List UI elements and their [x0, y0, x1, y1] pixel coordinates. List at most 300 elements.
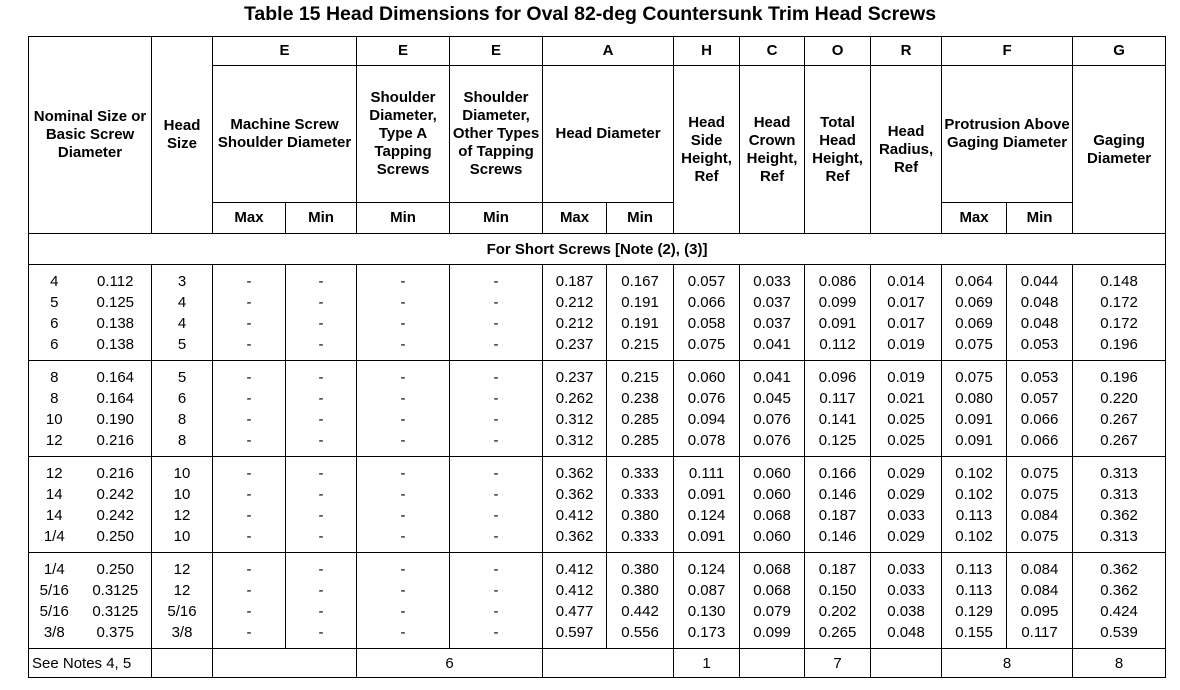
cell-basic-diameter: 0.3125: [80, 601, 152, 622]
cell-total-head-height: 0.141: [805, 409, 871, 430]
cell-protrusion-max: 0.155: [942, 622, 1007, 649]
cell-head-diameter-max: 0.212: [543, 292, 607, 313]
cell-head-diameter-max: 0.362: [543, 526, 607, 553]
cell-machine-shoulder-min: -: [286, 553, 357, 581]
cell-head-crown-height: 0.060: [740, 484, 805, 505]
cell-nominal-size: 6: [29, 313, 80, 334]
notes-f: 8: [942, 649, 1073, 678]
header-max: Max: [942, 203, 1007, 234]
table-row: [29, 313, 1166, 334]
cell-machine-shoulder-min: -: [286, 409, 357, 430]
cell-total-head-height: 0.086: [805, 265, 871, 293]
cell-head-crown-height: 0.076: [740, 430, 805, 457]
cell-shoulder-other-min: -: [450, 334, 543, 361]
cell-basic-diameter: 0.250: [80, 526, 152, 553]
header-head-diameter: Head Diameter: [543, 66, 674, 203]
cell-head-diameter-max: 0.312: [543, 409, 607, 430]
cell-basic-diameter: 0.242: [80, 484, 152, 505]
cell-head-diameter-min: 0.333: [607, 457, 674, 485]
cell-shoulder-type-a-min: -: [357, 313, 450, 334]
cell-machine-shoulder-max: -: [213, 334, 286, 361]
header-head-crown-height: Head Crown Height, Ref: [740, 66, 805, 234]
cell-basic-diameter: 0.190: [80, 409, 152, 430]
cell-shoulder-type-a-min: -: [357, 526, 450, 553]
cell-head-side-height: 0.057: [674, 265, 740, 293]
cell-shoulder-type-a-min: -: [357, 361, 450, 389]
table-row: [29, 580, 1166, 601]
header-shoulder-type-a: Shoulder Diameter, Type A Tapping Screws: [357, 66, 450, 203]
cell-head-size: 12: [152, 505, 213, 526]
cell-shoulder-other-min: -: [450, 409, 543, 430]
cell-head-side-height: 0.076: [674, 388, 740, 409]
cell-head-radius: 0.021: [871, 388, 942, 409]
cell-gaging-diameter: 0.362: [1073, 553, 1166, 581]
cell-machine-shoulder-min: -: [286, 430, 357, 457]
cell-nominal-size: 5/16: [29, 580, 80, 601]
header-symbol-e: E: [213, 37, 357, 66]
cell-head-radius: 0.017: [871, 313, 942, 334]
cell-head-size: 12: [152, 580, 213, 601]
cell-protrusion-max: 0.113: [942, 505, 1007, 526]
table-row: [29, 334, 1166, 361]
notes-g: 8: [1073, 649, 1166, 678]
cell-head-size: 8: [152, 430, 213, 457]
table-row: [29, 553, 1166, 581]
notes-cell: [152, 649, 213, 678]
cell-head-diameter-max: 0.412: [543, 505, 607, 526]
table-row: [29, 505, 1166, 526]
cell-protrusion-max: 0.069: [942, 292, 1007, 313]
cell-machine-shoulder-min: -: [286, 292, 357, 313]
header-symbol-f: F: [942, 37, 1073, 66]
cell-protrusion-min: 0.066: [1007, 430, 1073, 457]
cell-shoulder-type-a-min: -: [357, 553, 450, 581]
cell-protrusion-max: 0.091: [942, 430, 1007, 457]
cell-head-size: 10: [152, 457, 213, 485]
cell-machine-shoulder-max: -: [213, 409, 286, 430]
cell-protrusion-max: 0.102: [942, 484, 1007, 505]
cell-total-head-height: 0.096: [805, 361, 871, 389]
cell-gaging-diameter: 0.148: [1073, 265, 1166, 293]
cell-head-size: 5: [152, 361, 213, 389]
cell-shoulder-type-a-min: -: [357, 622, 450, 649]
cell-head-crown-height: 0.079: [740, 601, 805, 622]
cell-machine-shoulder-min: -: [286, 484, 357, 505]
cell-head-diameter-max: 0.262: [543, 388, 607, 409]
cell-protrusion-max: 0.102: [942, 457, 1007, 485]
cell-basic-diameter: 0.242: [80, 505, 152, 526]
cell-basic-diameter: 0.164: [80, 388, 152, 409]
cell-head-size: 12: [152, 553, 213, 581]
cell-head-radius: 0.025: [871, 409, 942, 430]
cell-head-diameter-max: 0.597: [543, 622, 607, 649]
cell-machine-shoulder-min: -: [286, 526, 357, 553]
cell-protrusion-max: 0.129: [942, 601, 1007, 622]
cell-basic-diameter: 0.138: [80, 334, 152, 361]
cell-head-crown-height: 0.099: [740, 622, 805, 649]
cell-head-diameter-min: 0.191: [607, 313, 674, 334]
cell-shoulder-other-min: -: [450, 265, 543, 293]
cell-protrusion-max: 0.102: [942, 526, 1007, 553]
cell-head-radius: 0.048: [871, 622, 942, 649]
cell-gaging-diameter: 0.539: [1073, 622, 1166, 649]
cell-protrusion-min: 0.084: [1007, 580, 1073, 601]
cell-head-size: 10: [152, 484, 213, 505]
cell-head-diameter-max: 0.212: [543, 313, 607, 334]
cell-shoulder-type-a-min: -: [357, 580, 450, 601]
cell-nominal-size: 5: [29, 292, 80, 313]
cell-machine-shoulder-min: -: [286, 334, 357, 361]
cell-head-crown-height: 0.060: [740, 457, 805, 485]
cell-machine-shoulder-min: -: [286, 601, 357, 622]
cell-shoulder-other-min: -: [450, 553, 543, 581]
cell-head-size: 10: [152, 526, 213, 553]
cell-head-side-height: 0.078: [674, 430, 740, 457]
cell-head-radius: 0.029: [871, 457, 942, 485]
cell-head-diameter-max: 0.187: [543, 265, 607, 293]
cell-nominal-size: 3/8: [29, 622, 80, 649]
cell-head-radius: 0.029: [871, 526, 942, 553]
cell-protrusion-max: 0.080: [942, 388, 1007, 409]
cell-shoulder-other-min: -: [450, 505, 543, 526]
cell-total-head-height: 0.150: [805, 580, 871, 601]
cell-basic-diameter: 0.216: [80, 430, 152, 457]
notes-cell: [740, 649, 805, 678]
cell-shoulder-other-min: -: [450, 526, 543, 553]
cell-gaging-diameter: 0.313: [1073, 457, 1166, 485]
header-head-size: Head Size: [152, 37, 213, 234]
cell-head-side-height: 0.087: [674, 580, 740, 601]
notes-o: 7: [805, 649, 871, 678]
header-min: Min: [450, 203, 543, 234]
cell-machine-shoulder-max: -: [213, 292, 286, 313]
cell-total-head-height: 0.146: [805, 526, 871, 553]
cell-head-radius: 0.019: [871, 361, 942, 389]
cell-head-side-height: 0.075: [674, 334, 740, 361]
cell-head-radius: 0.019: [871, 334, 942, 361]
cell-head-side-height: 0.130: [674, 601, 740, 622]
cell-head-size: 4: [152, 313, 213, 334]
header-total-head-height: Total Head Height, Ref: [805, 66, 871, 234]
cell-total-head-height: 0.112: [805, 334, 871, 361]
cell-machine-shoulder-max: -: [213, 388, 286, 409]
cell-gaging-diameter: 0.362: [1073, 580, 1166, 601]
row-group: [29, 361, 1166, 457]
cell-head-side-height: 0.173: [674, 622, 740, 649]
header-symbol-r: R: [871, 37, 942, 66]
cell-head-size: 5/16: [152, 601, 213, 622]
cell-gaging-diameter: 0.313: [1073, 484, 1166, 505]
cell-head-radius: 0.033: [871, 505, 942, 526]
cell-machine-shoulder-max: -: [213, 265, 286, 293]
table-row: [29, 622, 1166, 649]
table-row: [29, 430, 1166, 457]
cell-machine-shoulder-min: -: [286, 265, 357, 293]
notes-cell: [871, 649, 942, 678]
cell-nominal-size: 8: [29, 361, 80, 389]
header-nominal-size: Nominal Size or Basic Screw Diameter: [29, 37, 152, 234]
header-max: Max: [543, 203, 607, 234]
cell-basic-diameter: 0.250: [80, 553, 152, 581]
cell-gaging-diameter: 0.196: [1073, 361, 1166, 389]
notes-cell: [543, 649, 674, 678]
cell-shoulder-other-min: -: [450, 388, 543, 409]
cell-nominal-size: 14: [29, 505, 80, 526]
cell-machine-shoulder-max: -: [213, 526, 286, 553]
cell-head-side-height: 0.111: [674, 457, 740, 485]
cell-basic-diameter: 0.3125: [80, 580, 152, 601]
header-gaging-diameter: Gaging Diameter: [1073, 66, 1166, 234]
cell-shoulder-other-min: -: [450, 313, 543, 334]
cell-protrusion-min: 0.075: [1007, 484, 1073, 505]
cell-total-head-height: 0.099: [805, 292, 871, 313]
cell-total-head-height: 0.265: [805, 622, 871, 649]
cell-head-radius: 0.029: [871, 484, 942, 505]
cell-head-size: 4: [152, 292, 213, 313]
cell-head-crown-height: 0.068: [740, 580, 805, 601]
cell-shoulder-other-min: -: [450, 622, 543, 649]
cell-head-side-height: 0.058: [674, 313, 740, 334]
cell-head-diameter-min: 0.556: [607, 622, 674, 649]
cell-machine-shoulder-max: -: [213, 484, 286, 505]
cell-shoulder-type-a-min: -: [357, 430, 450, 457]
cell-head-diameter-max: 0.412: [543, 580, 607, 601]
cell-head-crown-height: 0.037: [740, 292, 805, 313]
cell-total-head-height: 0.187: [805, 553, 871, 581]
header-symbol-h: H: [674, 37, 740, 66]
cell-nominal-size: 5/16: [29, 601, 80, 622]
cell-head-diameter-max: 0.312: [543, 430, 607, 457]
cell-shoulder-other-min: -: [450, 361, 543, 389]
cell-shoulder-other-min: -: [450, 484, 543, 505]
cell-protrusion-max: 0.113: [942, 553, 1007, 581]
cell-head-diameter-min: 0.285: [607, 409, 674, 430]
row-group: [29, 457, 1166, 553]
cell-head-side-height: 0.094: [674, 409, 740, 430]
header-symbol-o: O: [805, 37, 871, 66]
cell-machine-shoulder-max: -: [213, 601, 286, 622]
cell-head-diameter-min: 0.380: [607, 505, 674, 526]
cell-head-size: 3/8: [152, 622, 213, 649]
cell-machine-shoulder-min: -: [286, 457, 357, 485]
cell-total-head-height: 0.117: [805, 388, 871, 409]
cell-head-size: 5: [152, 334, 213, 361]
cell-basic-diameter: 0.125: [80, 292, 152, 313]
cell-protrusion-min: 0.084: [1007, 553, 1073, 581]
cell-head-diameter-max: 0.412: [543, 553, 607, 581]
cell-gaging-diameter: 0.313: [1073, 526, 1166, 553]
cell-machine-shoulder-min: -: [286, 580, 357, 601]
cell-head-diameter-min: 0.333: [607, 526, 674, 553]
table-title: Table 15 Head Dimensions for Oval 82-deg Countersunk Trim Head Screws: [243, 3, 937, 25]
cell-head-diameter-max: 0.477: [543, 601, 607, 622]
header-symbol-a: A: [543, 37, 674, 66]
header-machine-screw-shoulder: Machine Screw Shoulder Diameter: [213, 66, 357, 203]
header-max: Max: [213, 203, 286, 234]
cell-protrusion-min: 0.053: [1007, 361, 1073, 389]
cell-protrusion-min: 0.117: [1007, 622, 1073, 649]
cell-nominal-size: 8: [29, 388, 80, 409]
header-min: Min: [286, 203, 357, 234]
cell-total-head-height: 0.125: [805, 430, 871, 457]
cell-head-crown-height: 0.041: [740, 361, 805, 389]
cell-machine-shoulder-min: -: [286, 505, 357, 526]
cell-shoulder-type-a-min: -: [357, 292, 450, 313]
cell-nominal-size: 12: [29, 430, 80, 457]
cell-shoulder-type-a-min: -: [357, 601, 450, 622]
cell-protrusion-max: 0.069: [942, 313, 1007, 334]
cell-head-diameter-max: 0.237: [543, 334, 607, 361]
cell-machine-shoulder-max: -: [213, 457, 286, 485]
cell-head-radius: 0.014: [871, 265, 942, 293]
header-symbol-e: E: [357, 37, 450, 66]
cell-machine-shoulder-max: -: [213, 553, 286, 581]
table-row: [29, 361, 1166, 389]
cell-gaging-diameter: 0.267: [1073, 409, 1166, 430]
cell-head-diameter-max: 0.362: [543, 457, 607, 485]
header-symbol-c: C: [740, 37, 805, 66]
cell-head-crown-height: 0.045: [740, 388, 805, 409]
cell-shoulder-other-min: -: [450, 430, 543, 457]
cell-head-side-height: 0.124: [674, 505, 740, 526]
cell-machine-shoulder-min: -: [286, 622, 357, 649]
cell-head-diameter-max: 0.237: [543, 361, 607, 389]
cell-gaging-diameter: 0.196: [1073, 334, 1166, 361]
cell-head-size: 3: [152, 265, 213, 293]
cell-machine-shoulder-max: -: [213, 580, 286, 601]
cell-head-radius: 0.017: [871, 292, 942, 313]
table-row: [29, 265, 1166, 293]
cell-nominal-size: 1/4: [29, 553, 80, 581]
cell-shoulder-type-a-min: -: [357, 457, 450, 485]
cell-head-diameter-min: 0.238: [607, 388, 674, 409]
cell-nominal-size: 14: [29, 484, 80, 505]
cell-nominal-size: 12: [29, 457, 80, 485]
cell-protrusion-max: 0.113: [942, 580, 1007, 601]
notes-e: 6: [357, 649, 543, 678]
cell-protrusion-min: 0.066: [1007, 409, 1073, 430]
cell-machine-shoulder-max: -: [213, 505, 286, 526]
cell-head-diameter-min: 0.215: [607, 361, 674, 389]
cell-shoulder-type-a-min: -: [357, 505, 450, 526]
header-symbol-e: E: [450, 37, 543, 66]
header-protrusion: Protrusion Above Gaging Diameter: [942, 66, 1073, 203]
cell-head-crown-height: 0.033: [740, 265, 805, 293]
cell-protrusion-max: 0.075: [942, 361, 1007, 389]
table-row: [29, 601, 1166, 622]
cell-machine-shoulder-min: -: [286, 361, 357, 389]
row-group: [29, 265, 1166, 361]
cell-protrusion-min: 0.075: [1007, 457, 1073, 485]
cell-basic-diameter: 0.112: [80, 265, 152, 293]
cell-protrusion-min: 0.095: [1007, 601, 1073, 622]
header-symbol-g: G: [1073, 37, 1166, 66]
cell-gaging-diameter: 0.424: [1073, 601, 1166, 622]
header-shoulder-other: Shoulder Diameter, Other Types of Tapping Screws: [450, 66, 543, 203]
cell-head-diameter-min: 0.285: [607, 430, 674, 457]
cell-head-diameter-min: 0.167: [607, 265, 674, 293]
cell-total-head-height: 0.091: [805, 313, 871, 334]
cell-basic-diameter: 0.164: [80, 361, 152, 389]
cell-total-head-height: 0.166: [805, 457, 871, 485]
cell-protrusion-max: 0.064: [942, 265, 1007, 293]
cell-shoulder-other-min: -: [450, 292, 543, 313]
header-head-side-height: Head Side Height, Ref: [674, 66, 740, 234]
cell-gaging-diameter: 0.362: [1073, 505, 1166, 526]
head-dimensions-table: [28, 36, 1166, 678]
cell-head-crown-height: 0.068: [740, 505, 805, 526]
cell-gaging-diameter: 0.172: [1073, 292, 1166, 313]
cell-machine-shoulder-max: -: [213, 361, 286, 389]
cell-nominal-size: 6: [29, 334, 80, 361]
cell-head-radius: 0.033: [871, 553, 942, 581]
cell-total-head-height: 0.187: [805, 505, 871, 526]
header-head-radius: Head Radius, Ref: [871, 66, 942, 234]
cell-head-crown-height: 0.060: [740, 526, 805, 553]
cell-head-side-height: 0.060: [674, 361, 740, 389]
cell-shoulder-other-min: -: [450, 580, 543, 601]
cell-machine-shoulder-max: -: [213, 622, 286, 649]
table-row: [29, 457, 1166, 485]
cell-total-head-height: 0.202: [805, 601, 871, 622]
cell-head-size: 8: [152, 409, 213, 430]
notes-cell: [213, 649, 357, 678]
cell-head-radius: 0.033: [871, 580, 942, 601]
table-row: [29, 409, 1166, 430]
cell-protrusion-max: 0.091: [942, 409, 1007, 430]
cell-head-size: 6: [152, 388, 213, 409]
cell-shoulder-type-a-min: -: [357, 388, 450, 409]
cell-head-crown-height: 0.041: [740, 334, 805, 361]
cell-nominal-size: 1/4: [29, 526, 80, 553]
cell-shoulder-type-a-min: -: [357, 334, 450, 361]
notes-label: See Notes 4, 5: [29, 649, 152, 678]
cell-head-diameter-min: 0.191: [607, 292, 674, 313]
section-label: For Short Screws [Note (2), (3)]: [29, 234, 1166, 265]
cell-basic-diameter: 0.375: [80, 622, 152, 649]
cell-gaging-diameter: 0.172: [1073, 313, 1166, 334]
cell-head-side-height: 0.124: [674, 553, 740, 581]
header-min: Min: [357, 203, 450, 234]
cell-protrusion-min: 0.053: [1007, 334, 1073, 361]
table-row: [29, 388, 1166, 409]
cell-shoulder-type-a-min: -: [357, 484, 450, 505]
cell-head-radius: 0.038: [871, 601, 942, 622]
cell-protrusion-max: 0.075: [942, 334, 1007, 361]
cell-head-side-height: 0.066: [674, 292, 740, 313]
cell-head-diameter-min: 0.380: [607, 553, 674, 581]
cell-head-diameter-min: 0.380: [607, 580, 674, 601]
cell-protrusion-min: 0.048: [1007, 292, 1073, 313]
header-min: Min: [1007, 203, 1073, 234]
cell-shoulder-type-a-min: -: [357, 409, 450, 430]
cell-machine-shoulder-max: -: [213, 313, 286, 334]
cell-protrusion-min: 0.044: [1007, 265, 1073, 293]
cell-head-crown-height: 0.037: [740, 313, 805, 334]
cell-head-diameter-max: 0.362: [543, 484, 607, 505]
cell-head-diameter-min: 0.442: [607, 601, 674, 622]
cell-gaging-diameter: 0.220: [1073, 388, 1166, 409]
cell-nominal-size: 10: [29, 409, 80, 430]
cell-protrusion-min: 0.084: [1007, 505, 1073, 526]
cell-head-crown-height: 0.076: [740, 409, 805, 430]
cell-machine-shoulder-min: -: [286, 313, 357, 334]
cell-shoulder-type-a-min: -: [357, 265, 450, 293]
cell-total-head-height: 0.146: [805, 484, 871, 505]
cell-protrusion-min: 0.057: [1007, 388, 1073, 409]
cell-head-side-height: 0.091: [674, 484, 740, 505]
table-row: [29, 292, 1166, 313]
